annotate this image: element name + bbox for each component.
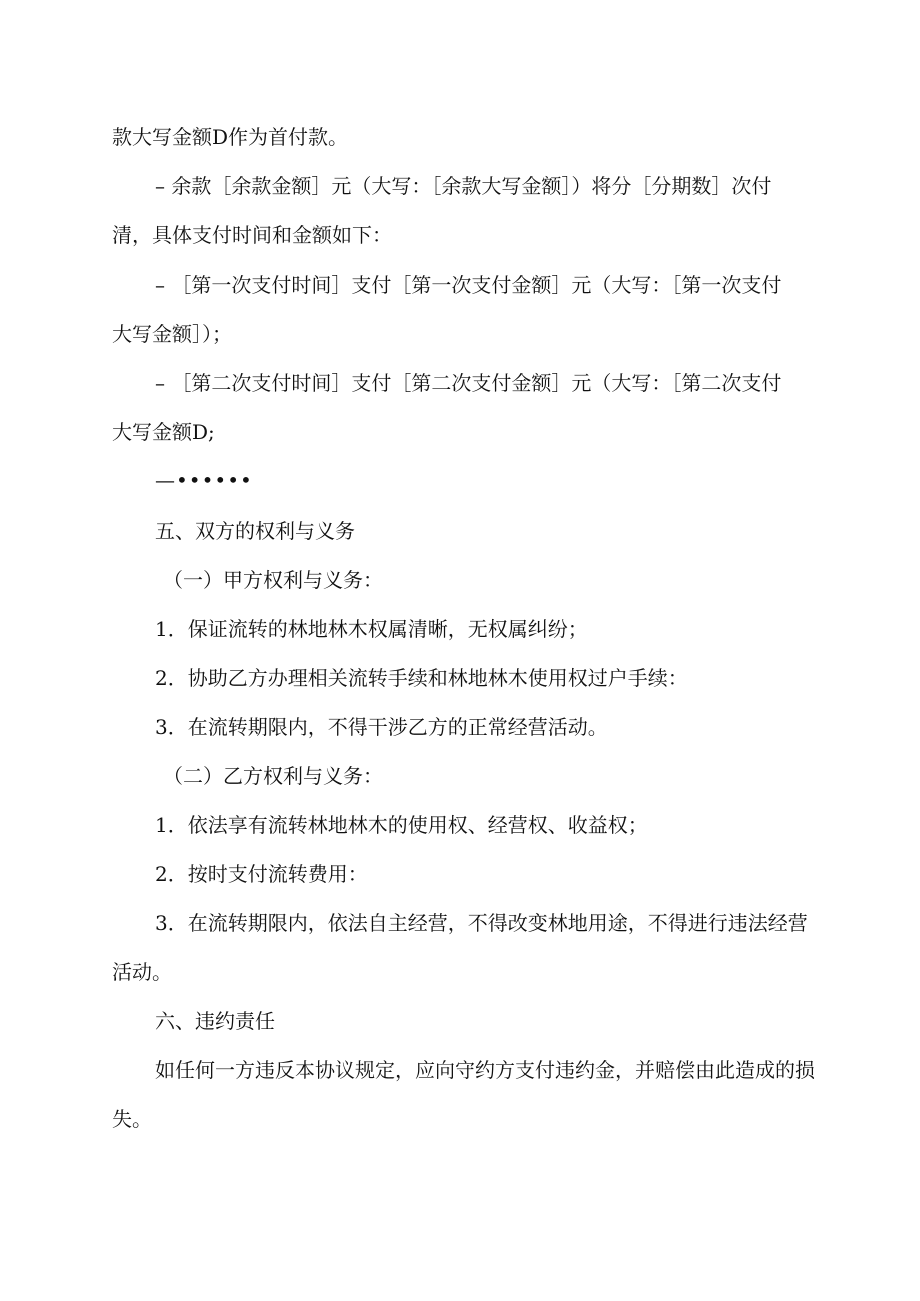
paragraph-line: – 余款［余款金额］元（大写：［余款大写金额］）将分［分期数］次付 (155, 174, 772, 198)
paragraph-line: 如任何一方违反本协议规定，应向守约方支付违约金，并赔偿由此造成的损 (155, 1058, 815, 1082)
paragraph-line: 失。 (112, 1107, 152, 1131)
paragraph-line: – ［第二次支付时间］支付［第二次支付金额］元（大写：［第二次支付 (155, 371, 782, 395)
paragraph-line: 款大写金额D作为首付款。 (112, 125, 349, 149)
list-item: 3．在流转期限内，不得干涉乙方的正常经营活动。 (155, 715, 608, 739)
subsection-heading: （一）甲方权利与义务： (163, 568, 383, 592)
paragraph-line: 大写金额D; (112, 420, 215, 444)
ellipsis-line: —•••••• (155, 468, 253, 492)
subsection-heading: （二）乙方权利与义务： (163, 764, 383, 788)
list-item: 3．在流转期限内，依法自主经营，不得改变林地用途，不得进行违法经营 (155, 911, 808, 935)
list-item: 1．依法享有流转林地林木的使用权、经营权、收益权； (155, 813, 648, 837)
section-heading: 五、双方的权利与义务 (155, 519, 355, 543)
paragraph-line: 大写金额］）； (112, 322, 232, 346)
paragraph-line: – ［第一次支付时间］支付［第一次支付金额］元（大写：［第一次支付 (155, 273, 782, 297)
list-item: 1．保证流转的林地林木权属清晰，无权属纠纷； (155, 617, 588, 641)
paragraph-line: 活动。 (112, 960, 172, 984)
section-heading: 六、违约责任 (155, 1009, 275, 1033)
paragraph-line: 清，具体支付时间和金额如下： (112, 223, 392, 247)
list-item: 2．按时支付流转费用： (155, 862, 368, 886)
list-item: 2．协助乙方办理相关流转手续和林地林木使用权过户手续： (155, 666, 688, 690)
